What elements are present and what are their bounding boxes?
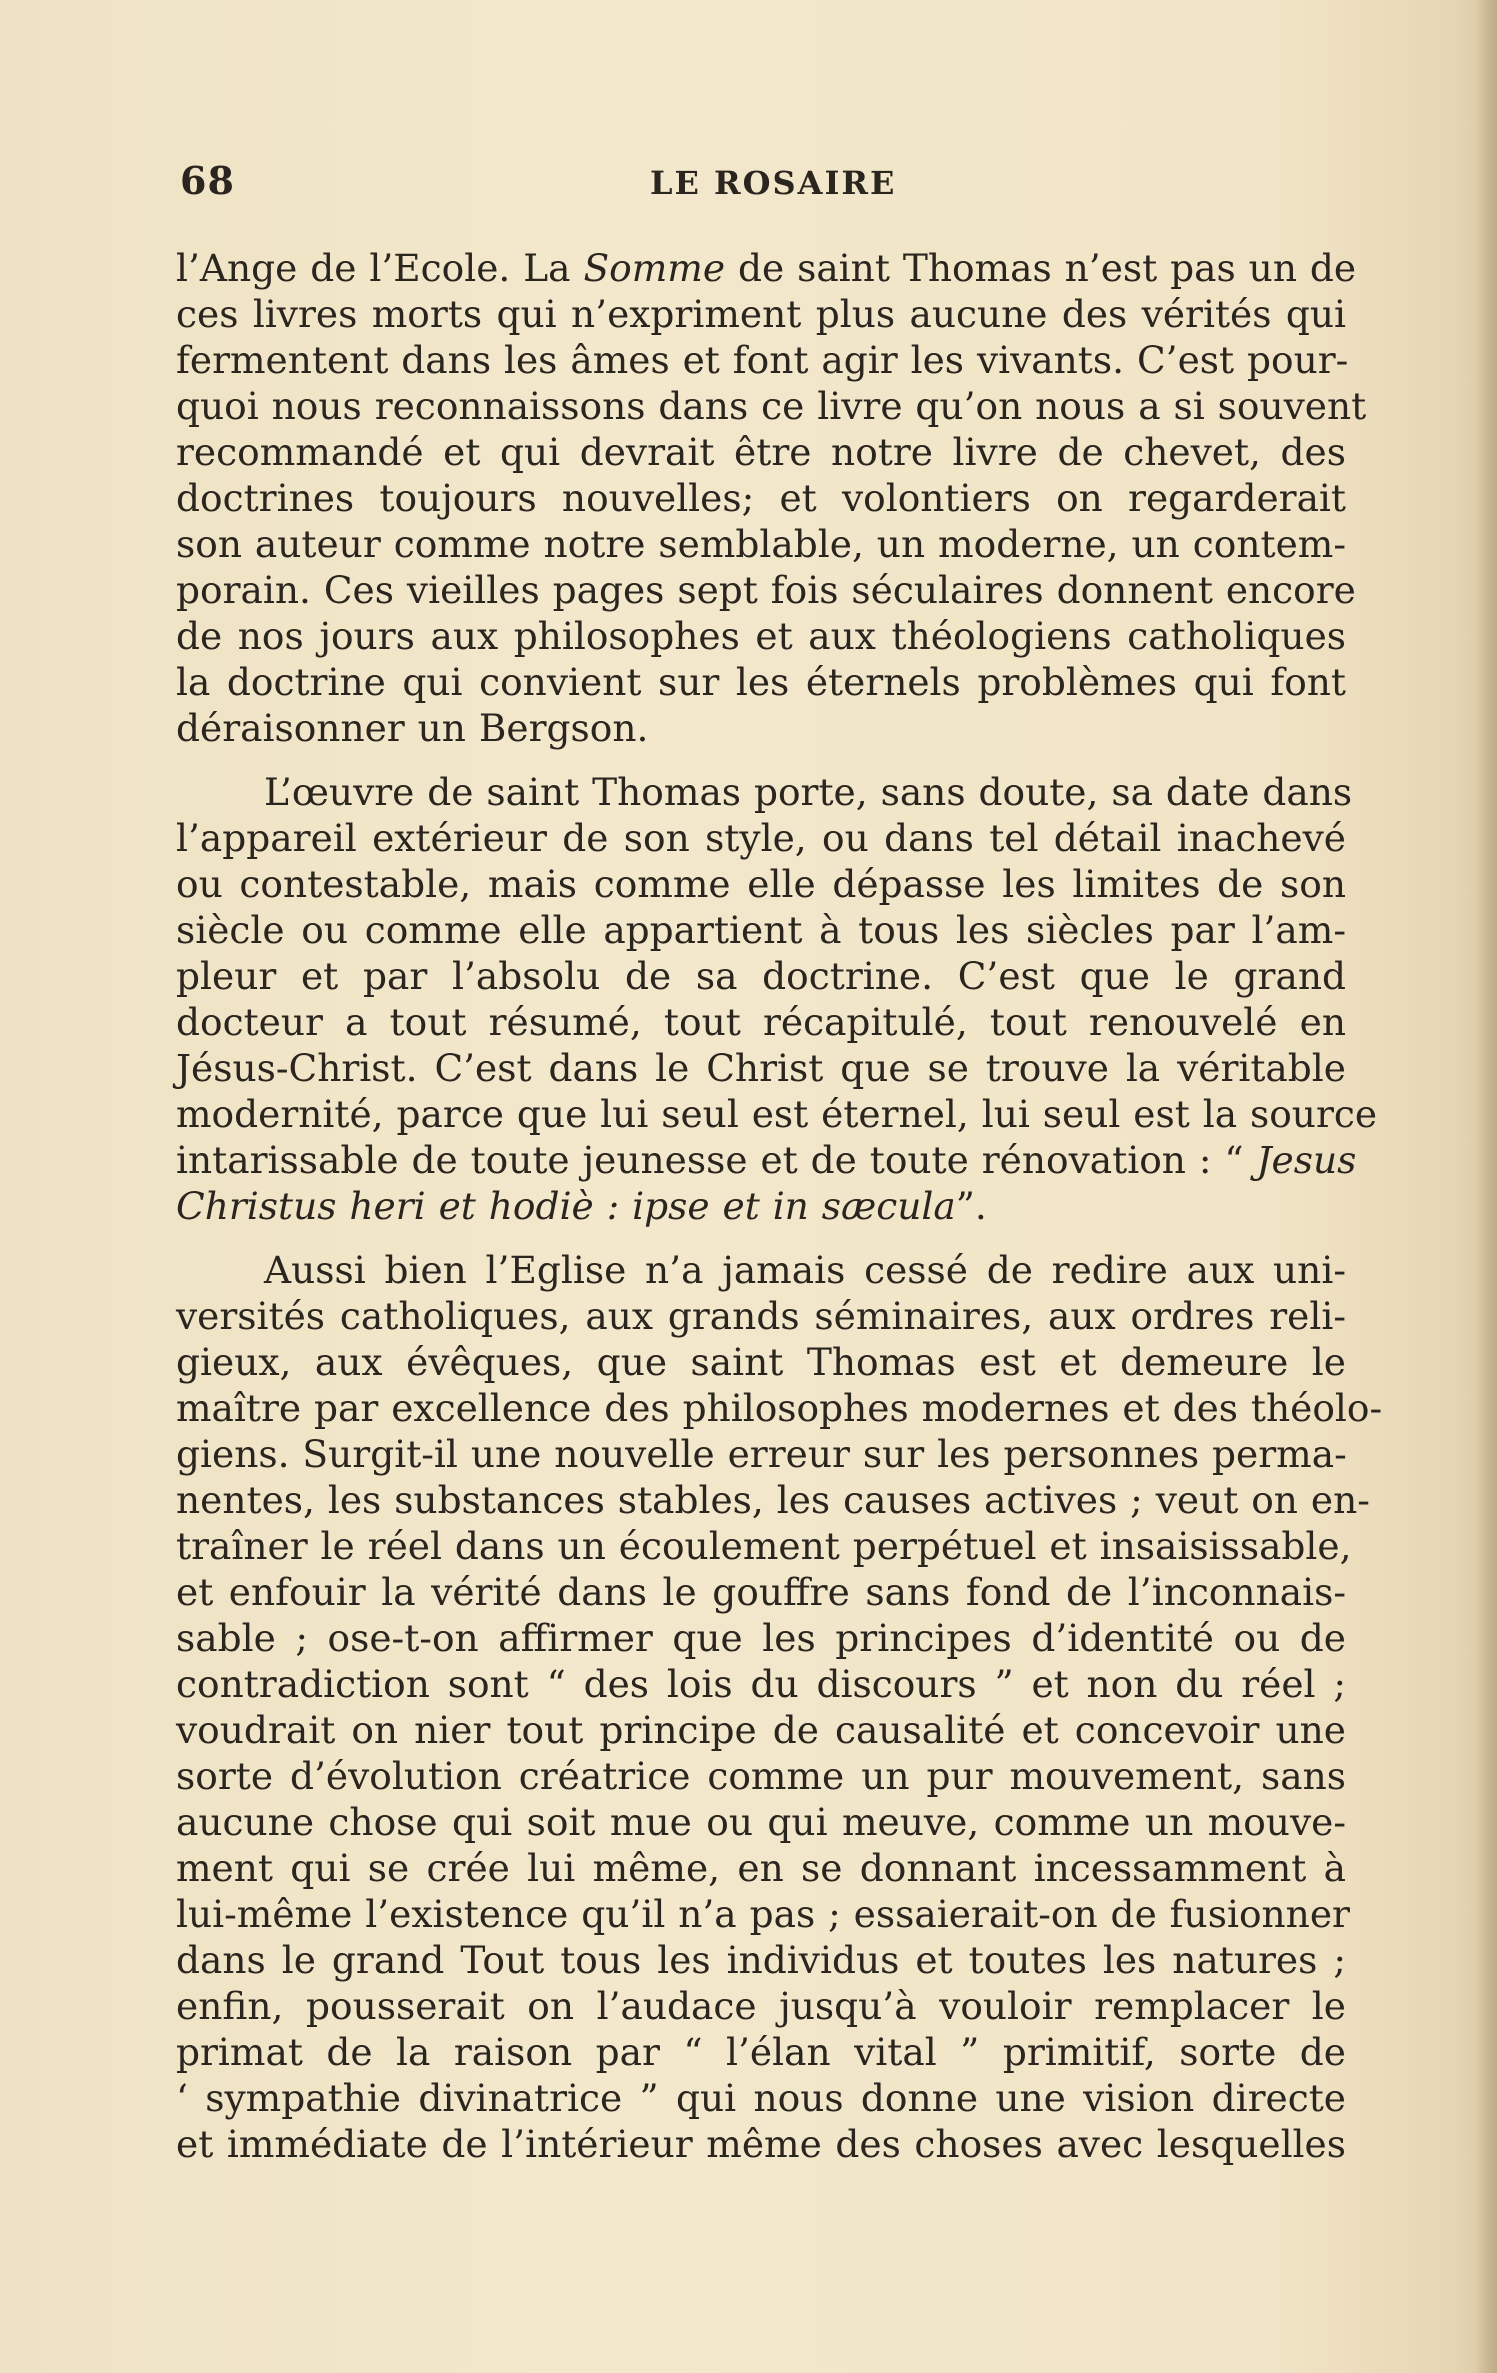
italic-text: Somme (583, 246, 726, 290)
text-line (176, 1707, 1346, 1753)
text-run: de nos jours aux philosophes et aux théologiens catholiques (176, 614, 1346, 658)
paragraph-1 (176, 245, 1367, 751)
text-line (176, 1091, 1378, 1137)
text-line (176, 1045, 1346, 1091)
running-header (180, 158, 1350, 208)
italic-text: Jesus (1256, 1138, 1357, 1182)
text-line (176, 659, 1346, 705)
text-run: quoi nous reconnaissons dans ce livre qu’on nous a si souvent (176, 384, 1367, 428)
text-line (176, 1891, 1350, 1937)
text-line (176, 907, 1346, 953)
text-line (176, 953, 1346, 999)
text-run: L’œuvre de saint Thomas porte, sans doute, sa date dans (264, 770, 1353, 814)
text-run: nentes, les substances stables, les causes actives ; veut on en- (176, 1478, 1370, 1522)
text-run: fermentent dans les âmes et font agir les vivants. C’est pour- (176, 338, 1349, 382)
page-edge-shadow (1475, 0, 1497, 2373)
text-run: versités catholiques, aux grands séminaires, aux ordres reli- (176, 1294, 1346, 1338)
text-line (176, 429, 1346, 475)
text-line (176, 1845, 1346, 1891)
text-line (176, 1569, 1346, 1615)
text-run: docteur a tout résumé, tout récapitulé, tout renouvelé en (176, 1000, 1346, 1044)
text-run: l’appareil extérieur de son style, ou dans tel détail inachevé (176, 816, 1346, 860)
text-line (176, 2075, 1346, 2121)
text-run: doctrines toujours nouvelles; et volontiers on regarderait (176, 476, 1346, 520)
text-run: dans le grand Tout tous les individus et toutes les natures ; (176, 1938, 1346, 1982)
text-run: recommandé et qui devrait être notre livre de chevet, des (176, 430, 1346, 474)
text-line (176, 2121, 1346, 2167)
text-run: son auteur comme notre semblable, un moderne, un contem- (176, 522, 1346, 566)
text-run: gieux, aux évêques, que saint Thomas est et demeure le (176, 1340, 1346, 1384)
text-line (176, 1385, 1383, 1431)
text-line (176, 337, 1349, 383)
text-run: sable ; ose-t-on affirmer que les principes d’identité ou de (176, 1616, 1346, 1660)
text-run: ces livres morts qui n’expriment plus aucune des vérités qui (176, 292, 1346, 336)
text-run: déraisonner un Bergson. (176, 706, 649, 750)
paragraph-gap (176, 751, 1346, 769)
text-run: et immédiate de l’intérieur même des choses avec lesquelles (176, 2122, 1346, 2166)
text-line (176, 861, 1346, 907)
text-line (176, 1431, 1346, 1477)
text-line (176, 1137, 1357, 1183)
text-run: la doctrine qui convient sur les éternels problèmes qui font (176, 660, 1346, 704)
text-run: ment qui se crée lui même, en se donnant incessamment à (176, 1846, 1346, 1890)
text-line (176, 1477, 1370, 1523)
text-run: porain. Ces vieilles pages sept fois séculaires donnent encore (176, 568, 1356, 612)
text-line (176, 1753, 1346, 1799)
text-line (176, 245, 1357, 291)
text-run: maître par excellence des philosophes modernes et des théolo- (176, 1386, 1383, 1430)
text-line (176, 1799, 1346, 1845)
text-line (176, 1183, 1346, 1229)
text-line (176, 705, 1346, 751)
text-line (176, 613, 1346, 659)
body-text (176, 245, 1383, 2167)
text-run: voudrait on nier tout principe de causalité et concevoir une (176, 1708, 1346, 1752)
page-number: 68 (180, 158, 235, 203)
text-line (176, 383, 1367, 429)
text-run: giens. Surgit-il une nouvelle erreur sur les personnes perma- (176, 1432, 1347, 1476)
paragraph-3 (176, 1247, 1383, 2167)
text-line (176, 567, 1356, 613)
text-line (176, 1615, 1346, 1661)
text-line (176, 521, 1346, 567)
text-run: primat de la raison par “ l’élan vital ” primitif, sorte de (176, 2030, 1346, 2074)
text-run: pleur et par l’absolu de sa doctrine. C’est que le grand (176, 954, 1346, 998)
text-line (176, 1523, 1352, 1569)
text-run: lui-même l’existence qu’il n’a pas ; essaierait-on de fusionner (176, 1892, 1350, 1936)
text-line (176, 475, 1346, 521)
text-run: Aussi bien l’Eglise n’a jamais cessé de redire aux uni- (264, 1248, 1346, 1292)
text-line (176, 1661, 1346, 1707)
text-run: Jésus-Christ. C’est dans le Christ que se trouve la véritable (176, 1046, 1346, 1090)
text-line (176, 1293, 1346, 1339)
text-run: enfin, pousserait on l’audace jusqu’à vouloir remplacer le (176, 1984, 1346, 2028)
text-line (176, 2029, 1346, 2075)
text-line (176, 999, 1346, 1045)
text-run: contradiction sont “ des lois du discours ” et non du réel ; (176, 1662, 1346, 1706)
text-run: de saint Thomas n’est pas un de (725, 246, 1357, 290)
paragraph-2 (176, 769, 1378, 1229)
text-line (176, 1339, 1346, 1385)
text-run: aucune chose qui soit mue ou qui meuve, comme un mouve- (176, 1800, 1346, 1844)
text-run: ‘ sympathie divinatrice ” qui nous donne une vision directe (176, 2076, 1346, 2120)
text-line (176, 1247, 1346, 1293)
text-run: ou contestable, mais comme elle dépasse les limites de son (176, 862, 1346, 906)
running-title: LE ROSAIRE (650, 164, 897, 202)
text-run: ”. (955, 1184, 987, 1228)
text-line (176, 815, 1346, 861)
text-run: l’Ange de l’Ecole. La (176, 246, 584, 290)
text-line (176, 291, 1346, 337)
text-run: modernité, parce que lui seul est éternel, lui seul est la source (176, 1092, 1378, 1136)
italic-text: Christus heri et hodiè : ipse et in sæcula (176, 1184, 956, 1228)
text-line (176, 1937, 1346, 1983)
text-line (176, 1983, 1346, 2029)
text-run: intarissable de toute jeunesse et de toute rénovation : “ (176, 1138, 1257, 1182)
text-run: siècle ou comme elle appartient à tous les siècles par l’am- (176, 908, 1346, 952)
text-line (176, 769, 1353, 815)
text-run: et enfouir la vérité dans le gouffre sans fond de l’inconnais- (176, 1570, 1346, 1614)
text-run: traîner le réel dans un écoulement perpétuel et insaisissable, (176, 1524, 1352, 1568)
paragraph-gap (176, 1229, 1346, 1247)
text-run: sorte d’évolution créatrice comme un pur mouvement, sans (176, 1754, 1346, 1798)
